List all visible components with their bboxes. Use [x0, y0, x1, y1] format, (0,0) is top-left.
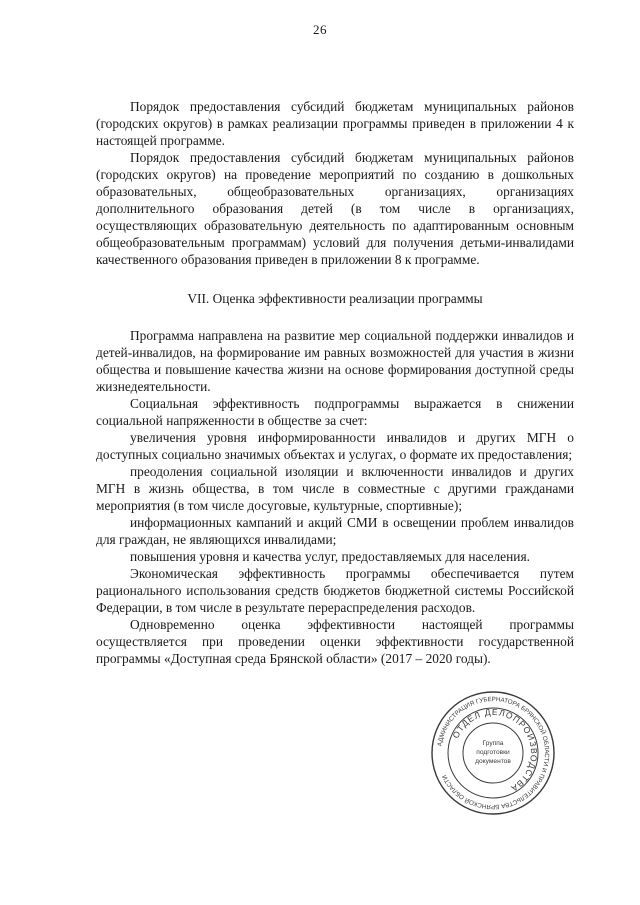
list-item: информационных кампаний и акций СМИ в освещении проблем инвалидов для граждан, не являющихся инвалидами;: [96, 515, 574, 547]
section-heading: VII. Оценка эффективности реализации программы: [187, 291, 483, 306]
paragraph: Программа направлена на развитие мер социальной поддержки инвалидов и детей-инвалидов, на формирование им равных возможностей для участия в жизни общества и повышение качества жизни на основе формирования доступной среды жизнедеятельности.: [96, 328, 574, 394]
list-item: преодоления социальной изоляции и включенности инвалидов и других МГН в жизнь общества, в том числе в совместные с другими гражданами мероприятия (в том числе досуговые, культурные, спортивные);: [96, 464, 574, 513]
document-body: [96, 98, 574, 667]
official-stamp: [430, 690, 556, 816]
paragraph: Порядок предоставления субсидий бюджетам муниципальных районов (городских округов) в рамках реализации программы приведен в приложении 4 к настоящей программе.: [96, 99, 574, 148]
list-item: увеличения уровня информированности инвалидов и других МГН о доступных социально значимых объектах и услугах, о формате их предоставления;: [96, 430, 574, 462]
paragraph: Социальная эффективность подпрограммы выражается в снижении социальной напряженности в обществе за счет:: [96, 396, 574, 428]
paragraph: Порядок предоставления субсидий бюджетам муниципальных районов (городских округов) на проведение мероприятий по созданию в дошкольных образовательных, общеобразовательных организациях, организациях дополнительного образования детей (в том числе в организациях, осуществляющих образовательную деятельность по адаптированным основным общеобразовательным программам) условий для получения детьми-инвалидами качественного образования приведен в приложении 8 к программе.: [96, 150, 574, 267]
stamp-center-line: документов: [475, 758, 511, 765]
paragraph: Экономическая эффективность программы обеспечивается путем рационального использования средств бюджетов бюджетной системы Российской Федерации, в том числе в результате перераспределения расходов.: [96, 566, 574, 615]
paragraph: Одновременно оценка эффективности настоящей программы осуществляется при проведении оценки эффективности государственной программы «Доступная среда Брянской области» (2017 – 2020 годы).: [96, 617, 574, 666]
stamp-inner-text: ОТДЕЛ ДЕЛОПРОИЗВОДСТВА: [450, 706, 540, 795]
stamp-outer-text: АДМИНИСТРАЦИЯ ГУБЕРНАТОРА БРЯНСКОЙ ОБЛАСТИ И ПРАВИТЕЛЬСТВА БРЯНСКОЙ ОБЛАСТИ: [436, 695, 551, 811]
list-item: повышения уровня и качества услуг, предоставляемых для населения.: [130, 549, 530, 564]
stamp-center-line: подготовки: [476, 749, 510, 756]
page-number: 26: [313, 22, 327, 37]
stamp-center-line: Группа: [482, 740, 504, 747]
